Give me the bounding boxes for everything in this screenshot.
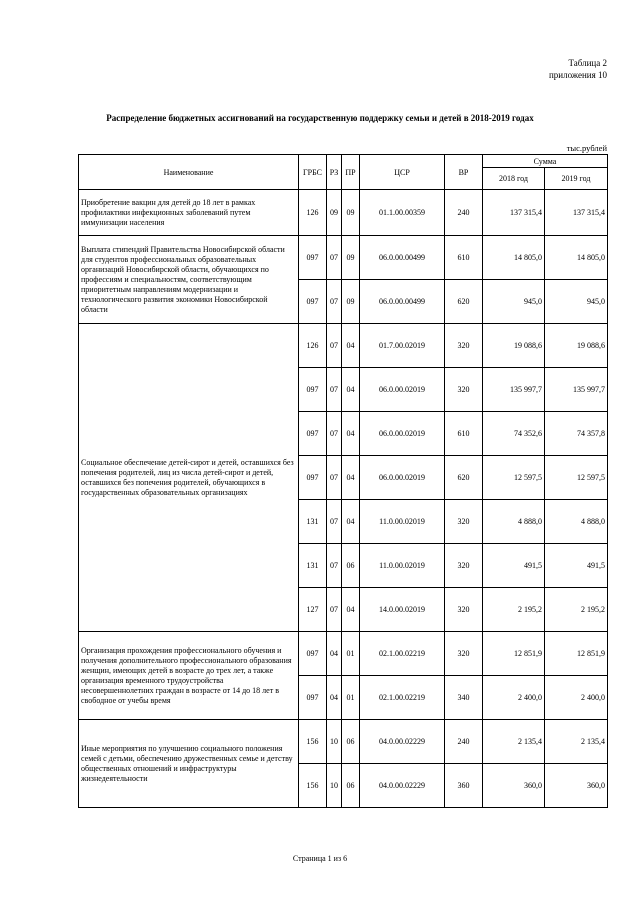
document-title: Распределение бюджетных ассигнований на государственную поддержку семьи и детей в 2018-2019 годах — [106, 113, 534, 123]
cell-rz: 07 — [327, 412, 342, 456]
table-reference — [549, 57, 607, 81]
table-body — [79, 190, 608, 808]
cell-pr: 04 — [342, 324, 360, 368]
cell-vr: 360 — [445, 764, 483, 808]
cell-y2019: 135 997,7 — [545, 368, 608, 412]
cell-pr: 09 — [342, 236, 360, 280]
cell-grbs: 126 — [299, 324, 327, 368]
cell-csr: 04.0.00.02229 — [360, 764, 445, 808]
cell-grbs: 097 — [299, 632, 327, 676]
cell-y2018: 74 352,6 — [483, 412, 545, 456]
cell-y2019: 12 851,9 — [545, 632, 608, 676]
cell-pr: 04 — [342, 588, 360, 632]
cell-y2019: 4 888,0 — [545, 500, 608, 544]
col-csr-header: ЦСР — [360, 155, 445, 190]
cell-rz: 07 — [327, 500, 342, 544]
cell-pr: 04 — [342, 368, 360, 412]
cell-rz: 10 — [327, 764, 342, 808]
cell-rz: 07 — [327, 324, 342, 368]
col-2018-header: 2018 год — [483, 168, 545, 190]
cell-vr: 610 — [445, 412, 483, 456]
cell-vr: 610 — [445, 236, 483, 280]
cell-pr: 09 — [342, 190, 360, 236]
budget-table — [78, 154, 608, 808]
cell-vr: 240 — [445, 720, 483, 764]
cell-y2018: 14 805,0 — [483, 236, 545, 280]
cell-grbs: 097 — [299, 236, 327, 280]
cell-y2018: 12 851,9 — [483, 632, 545, 676]
cell-y2019: 360,0 — [545, 764, 608, 808]
table-row — [79, 236, 608, 280]
cell-csr: 02.1.00.02219 — [360, 676, 445, 720]
appendix-number: приложения 10 — [548, 70, 607, 80]
cell-rz: 07 — [327, 544, 342, 588]
col-2019-header: 2019 год — [545, 168, 608, 190]
cell-rz: 07 — [327, 236, 342, 280]
cell-csr: 11.0.00.02019 — [360, 544, 445, 588]
cell-rz: 07 — [327, 368, 342, 412]
cell-y2019: 945,0 — [545, 280, 608, 324]
table-row — [79, 632, 608, 676]
cell-rz: 07 — [327, 280, 342, 324]
cell-grbs: 097 — [299, 456, 327, 500]
col-grbs-header: ГРБС — [299, 155, 327, 190]
cell-grbs: 126 — [299, 190, 327, 236]
cell-pr: 06 — [342, 764, 360, 808]
cell-y2019: 137 315,4 — [545, 190, 608, 236]
cell-vr: 620 — [445, 456, 483, 500]
col-rz-header: РЗ — [327, 155, 342, 190]
table-row — [79, 324, 608, 368]
cell-csr: 06.0.00.02019 — [360, 412, 445, 456]
cell-csr: 06.0.00.02019 — [360, 456, 445, 500]
cell-grbs: 131 — [299, 500, 327, 544]
cell-pr: 04 — [342, 500, 360, 544]
cell-pr: 04 — [342, 412, 360, 456]
cell-csr: 01.1.00.00359 — [360, 190, 445, 236]
cell-y2018: 135 997,7 — [483, 368, 545, 412]
cell-y2019: 2 135,4 — [545, 720, 608, 764]
row-name-cell: Приобретение вакцин для детей до 18 лет в рамках профилактики инфекционных заболеваний путем иммунизации населения — [79, 190, 299, 236]
col-name-header: Наименование — [79, 155, 299, 190]
cell-vr: 340 — [445, 676, 483, 720]
cell-rz: 09 — [327, 190, 342, 236]
row-name-cell: Выплата стипендий Правительства Новосибирской области для студентов профессиональных образовательных организаций Новосибирской области, обучающихся по профессиям и специальностям, соответствующим приоритетным направлениям модернизации и технологического развития экономики Новосибирской области — [79, 236, 299, 324]
cell-grbs: 097 — [299, 280, 327, 324]
cell-y2018: 2 400,0 — [483, 676, 545, 720]
cell-grbs: 097 — [299, 676, 327, 720]
cell-csr: 04.0.00.02229 — [360, 720, 445, 764]
row-name-cell: Социальное обеспечение детей-сирот и детей, оставшихся без попечения родителей, лиц из числа детей-сирот и детей, оставшихся без попечения родителей, обучающихся в государственных образовательных организациях — [79, 324, 299, 632]
cell-grbs: 097 — [299, 368, 327, 412]
cell-vr: 320 — [445, 632, 483, 676]
cell-csr: 06.0.00.00499 — [360, 280, 445, 324]
cell-rz: 07 — [327, 588, 342, 632]
cell-y2018: 360,0 — [483, 764, 545, 808]
cell-y2018: 137 315,4 — [483, 190, 545, 236]
cell-grbs: 156 — [299, 720, 327, 764]
cell-vr: 320 — [445, 324, 483, 368]
col-sum-header: Сумма — [483, 155, 608, 168]
cell-grbs: 131 — [299, 544, 327, 588]
cell-y2018: 4 888,0 — [483, 500, 545, 544]
cell-y2019: 2 195,2 — [545, 588, 608, 632]
cell-pr: 01 — [342, 632, 360, 676]
cell-grbs: 156 — [299, 764, 327, 808]
cell-csr: 01.7.00.02019 — [360, 324, 445, 368]
cell-vr: 320 — [445, 368, 483, 412]
cell-vr: 240 — [445, 190, 483, 236]
cell-pr: 04 — [342, 456, 360, 500]
cell-y2018: 2 135,4 — [483, 720, 545, 764]
cell-y2019: 74 357,8 — [545, 412, 608, 456]
cell-vr: 320 — [445, 544, 483, 588]
cell-y2018: 12 597,5 — [483, 456, 545, 500]
cell-y2019: 14 805,0 — [545, 236, 608, 280]
col-pr-header: ПР — [342, 155, 360, 190]
cell-csr: 02.1.00.02219 — [360, 632, 445, 676]
cell-csr: 11.0.00.02019 — [360, 500, 445, 544]
cell-pr: 06 — [342, 720, 360, 764]
cell-grbs: 127 — [299, 588, 327, 632]
cell-y2019: 12 597,5 — [545, 456, 608, 500]
cell-pr: 09 — [342, 280, 360, 324]
cell-pr: 06 — [342, 544, 360, 588]
table-row — [79, 190, 608, 236]
cell-grbs: 097 — [299, 412, 327, 456]
cell-y2019: 2 400,0 — [545, 676, 608, 720]
col-vr-header: ВР — [445, 155, 483, 190]
cell-rz: 04 — [327, 632, 342, 676]
cell-y2018: 19 088,6 — [483, 324, 545, 368]
cell-csr: 06.0.00.02019 — [360, 368, 445, 412]
unit-label: тыс.рублей — [566, 143, 607, 153]
cell-y2019: 491,5 — [545, 544, 608, 588]
page-footer: Страница 1 из 6 — [292, 854, 348, 863]
cell-rz: 04 — [327, 676, 342, 720]
row-name-cell: Организация прохождения профессионального обучения и получения дополнительного профессионального образования женщин, имеющих детей в возрасте до трех лет, а также организация временного трудоустройства несовершеннолетних граждан в возрасте от 14 до 18 лет в свободное от учебы время — [79, 632, 299, 720]
cell-rz: 07 — [327, 456, 342, 500]
cell-csr: 06.0.00.00499 — [360, 236, 445, 280]
cell-y2018: 491,5 — [483, 544, 545, 588]
cell-vr: 320 — [445, 588, 483, 632]
table-row — [79, 720, 608, 764]
table-number: Таблица 2 — [568, 58, 607, 68]
row-name-cell: Иные мероприятия по улучшению социального положения семей с детьми, обеспечению дружественных семье и детству общественных отношений и инфраструктуры жизнедеятельности — [79, 720, 299, 808]
cell-y2019: 19 088,6 — [545, 324, 608, 368]
cell-rz: 10 — [327, 720, 342, 764]
cell-csr: 14.0.00.02019 — [360, 588, 445, 632]
cell-y2018: 945,0 — [483, 280, 545, 324]
cell-pr: 01 — [342, 676, 360, 720]
cell-y2018: 2 195,2 — [483, 588, 545, 632]
cell-vr: 320 — [445, 500, 483, 544]
cell-vr: 620 — [445, 280, 483, 324]
